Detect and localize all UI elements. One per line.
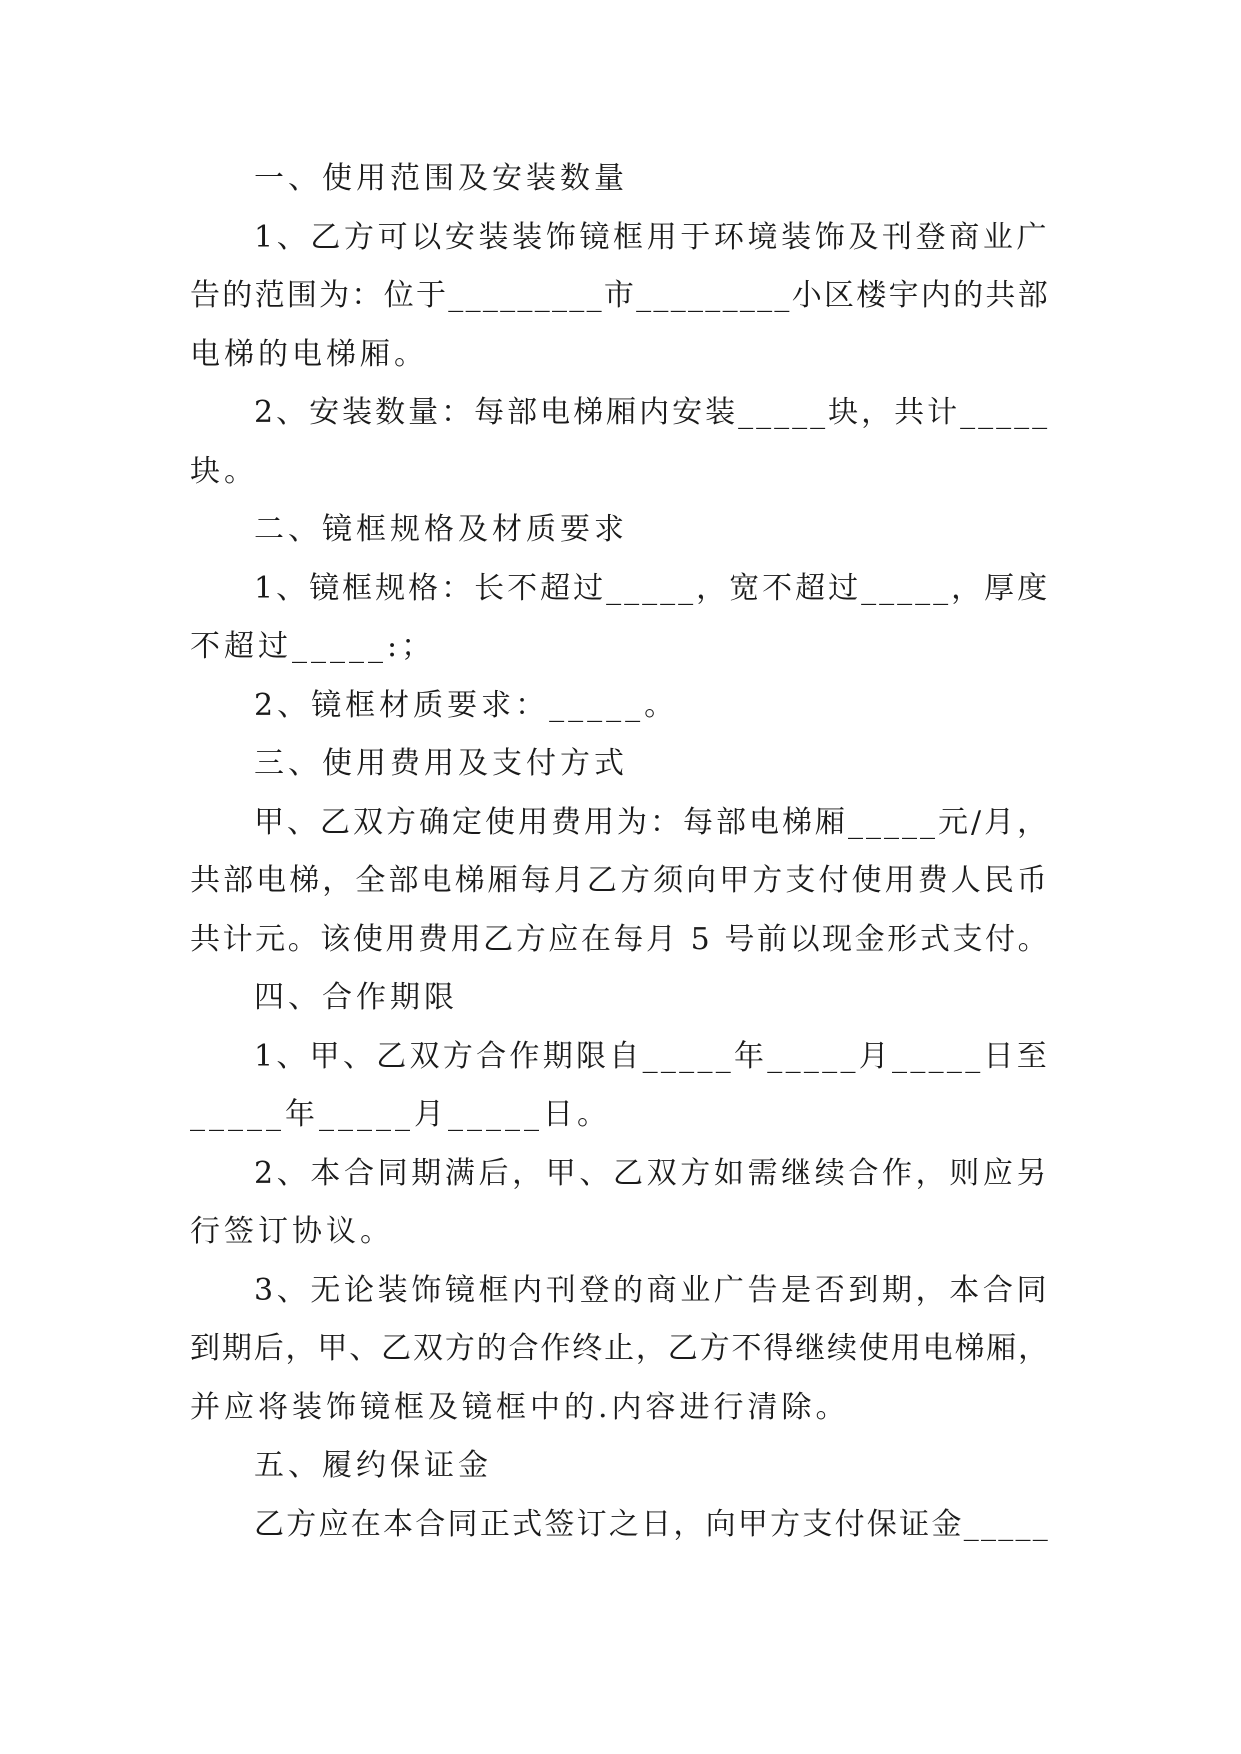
document-line: 电梯的电梯厢。 (190, 336, 428, 372)
document-line: 块。 (190, 453, 258, 489)
document-line: 2、本合同期满后，甲、乙双方如需继续合作，则应另 (254, 1155, 1051, 1191)
document-line: 并应将装饰镜框及镜框中的.内容进行清除。 (190, 1389, 850, 1425)
document-line: 五、履约保证金 (254, 1448, 492, 1483)
document-line: 2、镜框材质要求：_____。 (254, 687, 679, 723)
document-line: _____年_____月_____日。 (190, 1097, 611, 1132)
document-line: 一、使用范围及安装数量 (254, 161, 628, 196)
document-line: 告的范围为：位于_________市_________小区楼宇内的共部 (190, 278, 1050, 313)
document-line: 不超过_____:； (190, 629, 436, 664)
document-line: 甲、乙双方确定使用费用为：每部电梯厢_____元/月， (254, 804, 1051, 840)
document-line: 行签订协议。 (190, 1214, 394, 1249)
document-body (190, 150, 1050, 1554)
document-line: 乙方应在本合同正式签订之日，向甲方支付保证金_____ (254, 1506, 1050, 1542)
document-line: 1、乙方可以安装装饰镜框用于环境装饰及刊登商业广 (254, 219, 1051, 255)
document-line: 3、无论装饰镜框内刊登的商业广告是否到期，本合同 (254, 1272, 1051, 1308)
document-line: 三、使用费用及支付方式 (254, 746, 628, 781)
document-line: 1、镜框规格：长不超过_____，宽不超过_____，厚度 (254, 570, 1051, 606)
document-line: 二、镜框规格及材质要求 (254, 512, 628, 547)
document-line: 2、安装数量：每部电梯厢内安装_____块，共计_____ (254, 395, 1051, 430)
document-line: 四、合作期限 (254, 980, 458, 1015)
document-line: 共部电梯，全部电梯厢每月乙方须向甲方支付使用费人民币 (190, 863, 1050, 898)
document-line: 共计元。该使用费用乙方应在每月 5 号前以现金形式支付。 (190, 921, 1051, 957)
document-line: 1、甲、乙双方合作期限自_____年_____月_____日至 (254, 1038, 1051, 1074)
document-line: 到期后，甲、乙双方的合作终止，乙方不得继续使用电梯厢， (190, 1331, 1050, 1366)
